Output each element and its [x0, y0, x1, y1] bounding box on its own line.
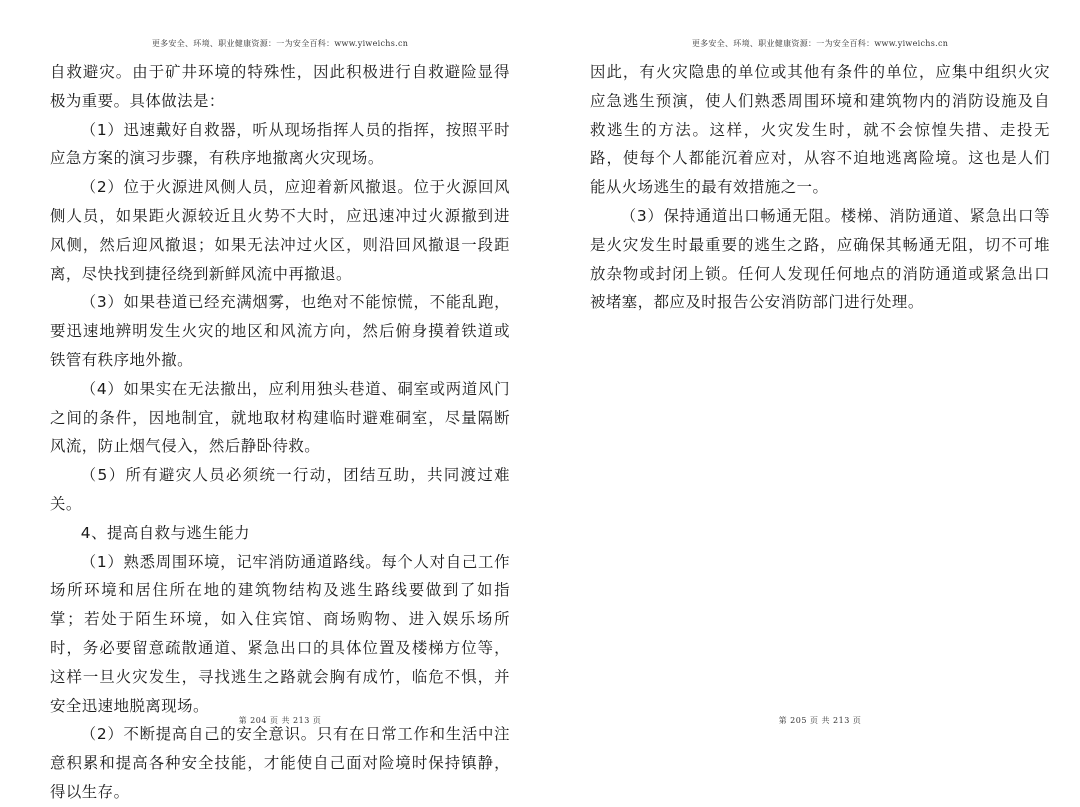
paragraph: 因此，有火灾隐患的单位或其他有条件的单位，应集中组织火灾应急逃生预演，使人们熟悉周围环境和建筑物内的消防设施及自救逃生的方法。这样，火灾发生时，就不会惊惶失措、走投无路，使每个人都能沉着应对，从容不迫地逃离险境。这也是人们能从火场逃生的最有效措施之一。 — [590, 63, 1050, 197]
paragraph: （1）迅速戴好自救器，听从现场指挥人员的指挥，按照平时应急方案的演习步骤，有秩序地撤离火灾现场。 — [50, 120, 510, 168]
paragraph: （3）如果巷道已经充满烟雾，也绝对不能惊慌，不能乱跑，要迅速地辨明发生火灾的地区和风流方向，然后俯身摸着铁道或铁管有秩序地外撤。 — [50, 293, 510, 369]
page-header: 更多安全、环境、职业健康资源：一为安全百科：www.yiweichs.cn — [691, 39, 949, 48]
paragraph: （4）如果实在无法撤出，应利用独头巷道、硐室或两道风门之间的条件，因地制宜，就地取材构建临时避难硐室，尽量隔断风流，防止烟气侵入，然后静卧待救。 — [50, 379, 510, 456]
page-body — [590, 58, 1050, 317]
page-number: 第 204 页 共 213 页 — [238, 716, 322, 725]
page-header: 更多安全、环境、职业健康资源：一为安全百科：www.yiweichs.cn — [151, 39, 409, 48]
page-number: 第 205 页 共 213 页 — [778, 716, 862, 725]
paragraph: （3）保持通道出口畅通无阻。楼梯、消防通道、紧急出口等是火灾发生时最重要的逃生之路，应确保其畅通无阻，切不可堆放杂物或封闭上锁。任何人发现任何地点的消防通道或紧急出口被堵塞，都应及时报告公安消防部门进行处理。 — [590, 206, 1050, 312]
paragraph: （2）不断提高自己的安全意识。只有在日常工作和生活中注意积累和提高各种安全技能，才能使自己面对险境时保持镇静，得以生存。 — [50, 725, 510, 801]
paragraph: 自救避灾。由于矿井环境的特殊性，因此积极进行自救避险显得极为重要。具体做法是： — [50, 63, 510, 110]
paragraph: （5）所有避灾人员必须统一行动，团结互助，共同渡过难关。 — [50, 466, 510, 513]
paragraph: （1）熟悉周围环境，记牢消防通道路线。每个人对自己工作场所环境和居住所在地的建筑物结构及逃生路线要做到了如指掌；若处于陌生环境，如入住宾馆、商场购物、进入娱乐场所时，务必要留意疏散通道、紧急出口的具体位置及楼梯方位等，这样一旦火灾发生，寻找逃生之路就会胸有成竹，临危不惧，并安全迅速地脱离现场。 — [50, 552, 510, 715]
paragraph: （2）位于火源进风侧人员，应迎着新风撤退。位于火源回风侧人员，如果距火源较近且火势不大时，应迅速冲过火源撤到进风侧，然后迎风撤退；如果无法冲过火区，则沿回风撤退一段距离，尽快找到捷径绕到新鲜风流中再撤退。 — [50, 178, 510, 283]
section-heading: 4、提高自救与逃生能力 — [80, 523, 250, 542]
page-body — [50, 58, 510, 807]
right-page — [590, 0, 1050, 763]
left-page — [50, 0, 510, 801]
